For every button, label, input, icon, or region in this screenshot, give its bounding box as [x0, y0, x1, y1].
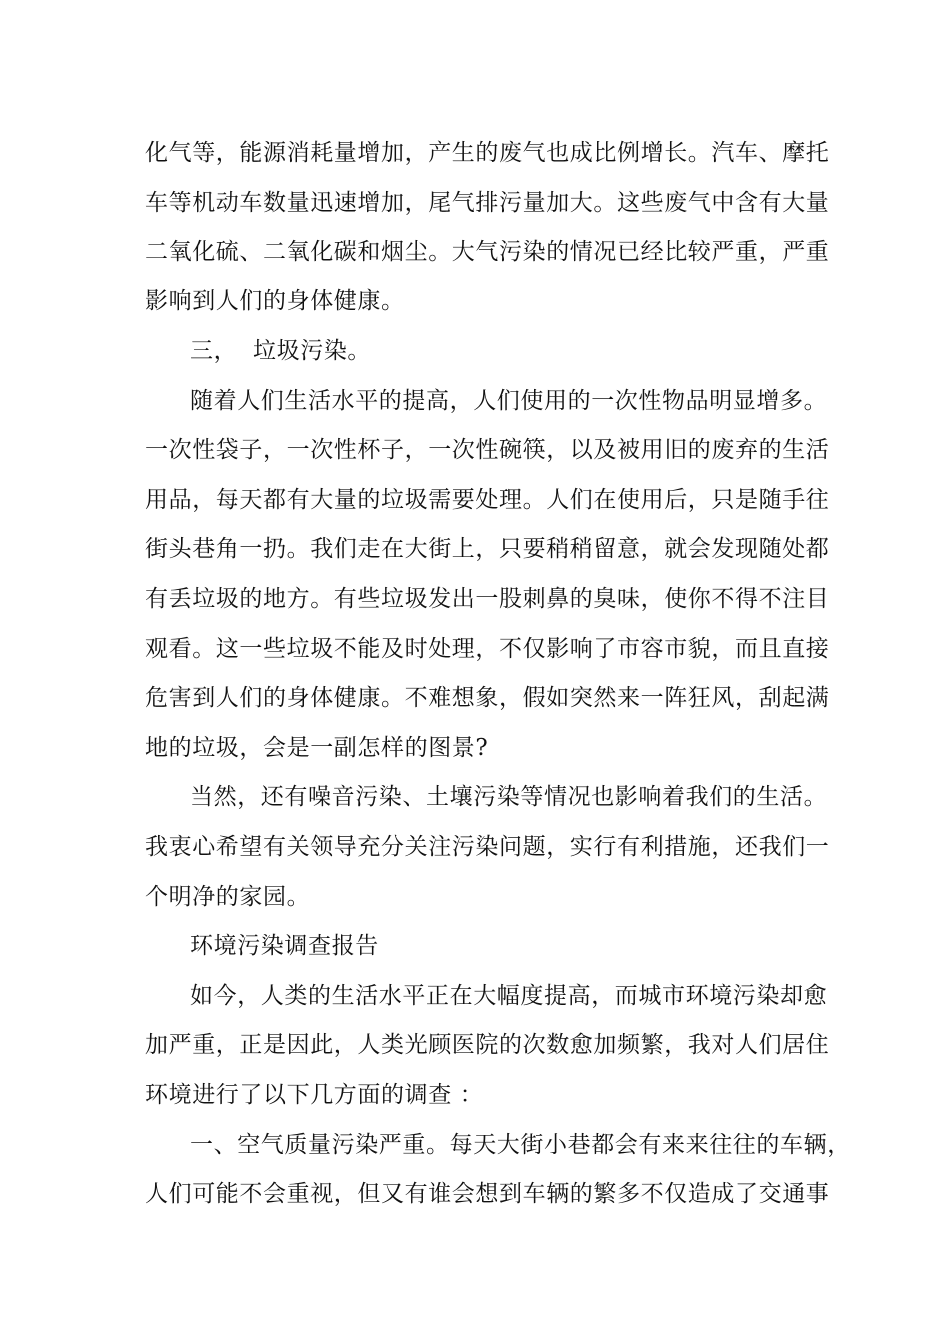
- text-line: 当然，还有噪音污染、土壤污染等情况也影响着我们的生活。: [190, 784, 828, 810]
- section-heading: 三， 垃圾污染。: [190, 338, 372, 364]
- text-line: 用品，每天都有大量的垃圾需要处理。人们在使用后，只是随手往: [145, 487, 830, 513]
- text-line: 如今，人类的生活水平正在大幅度提高，而城市环境污染却愈: [190, 983, 828, 1009]
- text-line: 我衷心希望有关领导充分关注污染问题，实行有利措施，还我们一: [145, 834, 830, 860]
- text-line: 车等机动车数量迅速增加，尾气排污量加大。这些废气中含有大量: [145, 190, 830, 216]
- text-line: 一次性袋子，一次性杯子，一次性碗筷，以及被用旧的废弃的生活: [145, 437, 830, 463]
- text-line: 加严重，正是因此，人类光顾医院的次数愈加频繁，我对人们居住: [145, 1032, 830, 1058]
- text-line: 随着人们生活水平的提高，人们使用的一次性物品明显增多。: [190, 388, 828, 414]
- text-line: 有丢垃圾的地方。有些垃圾发出一股刺鼻的臭味，使你不得不注目: [145, 586, 830, 612]
- text-line: 危害到人们的身体健康。不难想象，假如突然来一阵狂风，刮起满: [145, 685, 830, 711]
- text-line: 一、空气质量污染严重。每天大街小巷都会有来来往往的车辆，: [190, 1132, 851, 1158]
- text-line: 地的垃圾，会是一副怎样的图景?: [145, 735, 489, 761]
- text-line: 影响到人们的身体健康。: [145, 288, 405, 314]
- document-title: 环境污染调查报告: [190, 933, 379, 959]
- text-line: 人们可能不会重视，但又有谁会想到车辆的繁多不仅造成了交通事: [145, 1181, 830, 1207]
- text-line: 观看。这一些垃圾不能及时处理，不仅影响了市容市貌，而且直接: [145, 636, 830, 662]
- text-line: 二氧化硫、二氧化碳和烟尘。大气污染的情况已经比较严重，严重: [145, 239, 830, 265]
- text-line: 街头巷角一扔。我们走在大街上，只要稍稍留意，就会发现随处都: [145, 536, 830, 562]
- text-line: 环境进行了以下几方面的调查 ：: [145, 1082, 484, 1108]
- text-line: 化气等，能源消耗量增加，产生的废气也成比例增长。汽车、摩托: [145, 140, 830, 166]
- text-line: 个明净的家园。: [145, 884, 311, 910]
